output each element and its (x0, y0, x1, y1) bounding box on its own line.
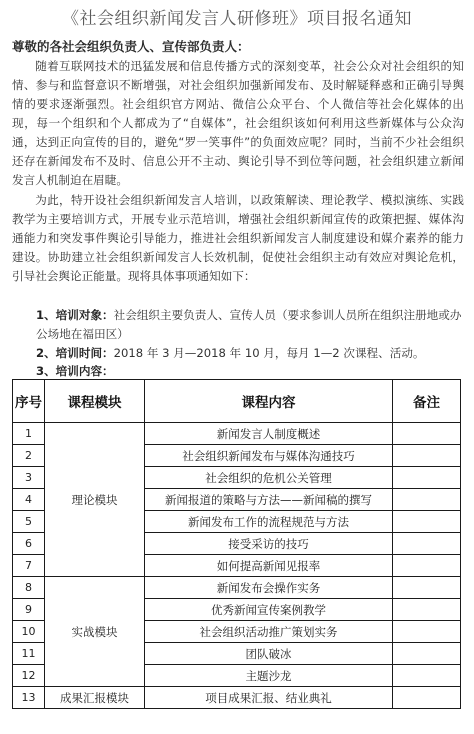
row-number: 4 (13, 489, 45, 511)
remark-cell (393, 511, 461, 533)
item-time (36, 344, 464, 363)
course-content: 如何提高新闻见报率 (145, 555, 393, 577)
row-number: 13 (13, 687, 45, 709)
remark-cell (393, 445, 461, 467)
item-target-label: 1、培训对象： (36, 308, 114, 322)
row-number: 2 (13, 445, 45, 467)
row-number: 12 (13, 665, 45, 687)
remark-cell (393, 643, 461, 665)
row-number: 3 (13, 467, 45, 489)
row-number: 5 (13, 511, 45, 533)
row-number: 9 (13, 599, 45, 621)
row-number: 6 (13, 533, 45, 555)
row-number: 11 (13, 643, 45, 665)
row-number: 1 (13, 423, 45, 445)
remark-cell (393, 577, 461, 599)
remark-cell (393, 621, 461, 643)
remark-cell (393, 665, 461, 687)
module-name: 理论模块 (45, 423, 145, 577)
course-content: 项目成果汇报、结业典礼 (145, 687, 393, 709)
module-name: 成果汇报模块 (45, 687, 145, 709)
intro-paragraph: 随着互联网技术的迅猛发展和信息传播方式的深刻变革，社会公众对社会组织的知情、参与和监督意识不断增强，对社会组织加强新闻发布、及时解疑释惑和正确引导舆情的要求逐渐强烈。社会组织官方网站、微信公众平台、个人微信等社会化媒体的出现，每一个组织和个人都成为了“自媒体”，社会组织该如何利用这些新媒体与公众沟通，达到正向宣传的目的，避免“罗一笑事件”的负面效应呢？同时，当前不少社会组织还存在新闻发布不及时、信息公开不主动、舆论引导不到位等问题，社会组织建立新闻发言人机制迫在眉睫。 (12, 59, 464, 187)
greeting: 尊敬的各社会组织负责人、宣传部负责人： (12, 39, 250, 54)
course-content: 社会组织的危机公关管理 (145, 467, 393, 489)
course-content: 社会组织活动推广策划实务 (145, 621, 393, 643)
table-body (13, 423, 461, 709)
row-number: 10 (13, 621, 45, 643)
row-number: 7 (13, 555, 45, 577)
course-content: 新闻发布会操作实务 (145, 577, 393, 599)
item-content-label: 3、培训内容： (36, 364, 114, 378)
course-content: 主题沙龙 (145, 665, 393, 687)
course-content: 新闻发布工作的流程规范与方法 (145, 511, 393, 533)
header-remark: 备注 (393, 380, 461, 423)
purpose-paragraph: 为此，特开设社会组织新闻发言人培训，以政策解读、理论教学、模拟演练、实践教学为主要培训方式，开展专业示范培训，增强社会组织新闻宣传的政策把握、媒体沟通能力和突发事件舆论引导能力，推进社会组织新闻发言人制度建设和媒介素养的能力建设。协助建立社会组织新闻发言人长效机制，促使社会组织主动有效应对舆论危机，引导社会舆论正能量。现将具体事项通知如下： (12, 193, 464, 283)
page-title: 《社会组织新闻发言人研修班》项目报名通知 (62, 9, 412, 29)
table-row (13, 687, 461, 709)
course-content: 接受采访的技巧 (145, 533, 393, 555)
course-content: 新闻发言人制度概述 (145, 423, 393, 445)
course-content: 新闻报道的策略与方法——新闻稿的撰写 (145, 489, 393, 511)
remark-cell (393, 533, 461, 555)
header-number: 序号 (13, 380, 45, 423)
remark-cell (393, 467, 461, 489)
header-module: 课程模块 (45, 380, 145, 423)
course-table (12, 379, 461, 709)
item-time-text: 2018 年 3 月—2018 年 10 月，每月 1—2 次课程、活动。 (113, 346, 425, 360)
remark-cell (393, 599, 461, 621)
course-content: 团队破冰 (145, 643, 393, 665)
item-target (36, 306, 464, 344)
remark-cell (393, 687, 461, 709)
item-target-text: 社会组织主要负责人、宣传人员（要求参训人员所在组织注册地或办公场地在福田区） (36, 308, 462, 341)
item-time-label: 2、培训时间： (36, 346, 114, 360)
remark-cell (393, 423, 461, 445)
header-content: 课程内容 (145, 380, 393, 423)
module-name: 实战模块 (45, 577, 145, 687)
row-number: 8 (13, 577, 45, 599)
table-row (13, 577, 461, 599)
remark-cell (393, 489, 461, 511)
course-content: 社会组织新闻发布与媒体沟通技巧 (145, 445, 393, 467)
table-row (13, 423, 461, 445)
remark-cell (393, 555, 461, 577)
table-header-row (13, 380, 461, 423)
course-content: 优秀新闻宣传案例教学 (145, 599, 393, 621)
